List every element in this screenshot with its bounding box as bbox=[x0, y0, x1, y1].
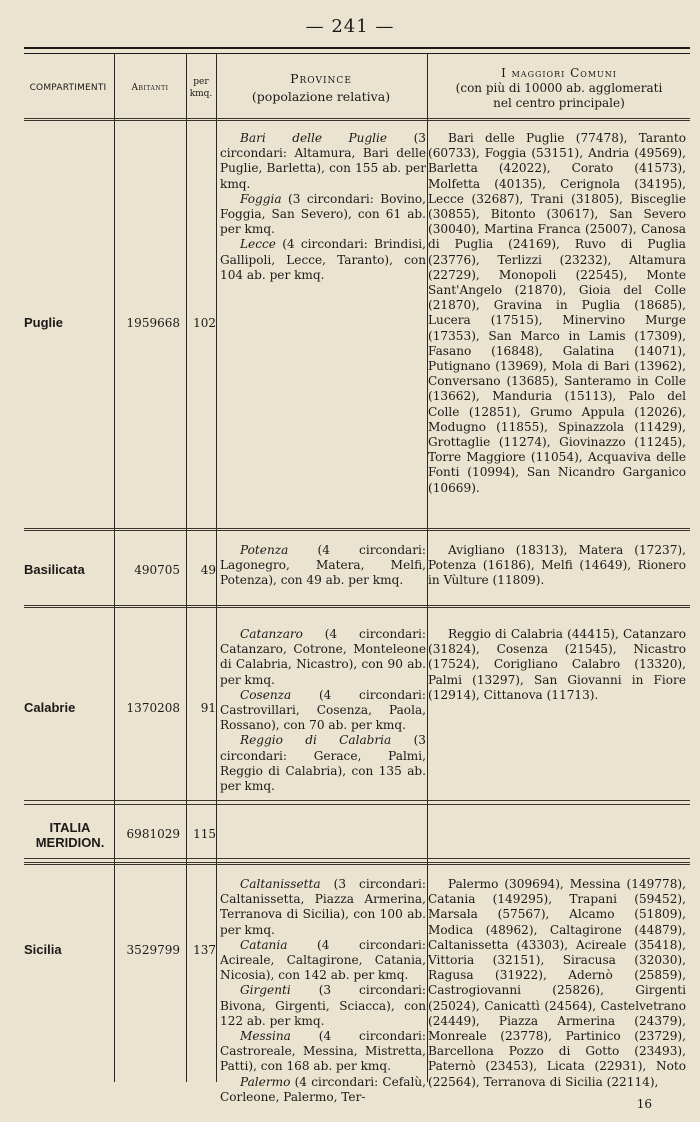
province-name: Reggio di Calabria bbox=[240, 733, 392, 748]
province-text bbox=[220, 877, 426, 1105]
signature-mark: 16 bbox=[636, 1097, 652, 1111]
province-entry bbox=[220, 688, 426, 734]
comuni-list: Avigliano (18313), Matera (17237), Potenza (16186), Melfi (14649), Rionero in Vùlture (11809). bbox=[428, 543, 686, 588]
province-text bbox=[220, 627, 426, 794]
header-comuni bbox=[428, 58, 690, 118]
section-separator bbox=[24, 800, 690, 801]
header-compartimenti: COMPARTIMENTI bbox=[29, 83, 107, 93]
province-name: Catanzaro bbox=[240, 627, 303, 641]
province-entry bbox=[220, 131, 426, 192]
column-divider bbox=[216, 54, 217, 1082]
province-detail: (4 circondari: Acireale, Caltagirone, Catania, Nicosia), con 142 ab. per kmq. bbox=[220, 937, 426, 983]
province-entry bbox=[220, 1075, 426, 1105]
comuni-list: Palermo (309694), Messina (149778), Catania (149295), Trapani (59452), Marsala (57567), Alcamo (51809), Modica (48962), Caltagirone (44879), Caltanissetta (43303), Acireale (35418), Vittoria (32151), Siracusa (32030), Ragusa (31922), Adernò (25859), Castrogiovanni (25826), Girgenti (25024), Canicattì (24564), Castelvetrano (24449), Piazza Armerina (24379), Monreale (23778), Partinico (23729), Barcellona Pozzo di Gotto (23493), Paternò (23453), Licata (22931), Noto (22564), Terranova di Sicilia (22114), bbox=[428, 877, 686, 1089]
section-separator bbox=[24, 858, 690, 859]
province-name: Girgenti bbox=[240, 983, 291, 998]
province-entry bbox=[220, 627, 426, 688]
province-text bbox=[220, 543, 426, 589]
comuni-text bbox=[428, 543, 686, 589]
abitanti-total: 6981029 bbox=[126, 827, 180, 841]
province-name: Potenza bbox=[240, 543, 289, 557]
per-kmq-value: 49 bbox=[200, 563, 216, 577]
per-kmq-value: 91 bbox=[200, 701, 216, 715]
header-comuni-sub1: (con più di 10000 ab. agglomerati bbox=[455, 80, 663, 95]
province-entry bbox=[220, 237, 426, 283]
abitanti-value: 490705 bbox=[134, 563, 180, 577]
header-comuni-sub2: nel centro principale) bbox=[493, 95, 625, 110]
per-kmq-total: 115 bbox=[193, 827, 216, 841]
abitanti-value: 3529799 bbox=[126, 943, 180, 957]
abitanti-value: 1959668 bbox=[126, 316, 180, 330]
header-separator bbox=[24, 118, 690, 121]
abitanti-value: 1370208 bbox=[126, 701, 180, 715]
section-separator bbox=[24, 605, 690, 608]
compartimento-name: Basilicata bbox=[24, 562, 85, 577]
province-detail: (4 circondari: Cefalù, Corleone, Palermo, Ter- bbox=[220, 1074, 426, 1104]
header-province bbox=[216, 58, 426, 118]
comuni-text bbox=[428, 627, 686, 703]
header-per-kmq: per kmq. bbox=[189, 77, 213, 99]
province-name: Catania bbox=[240, 937, 288, 952]
total-name-line1: ITALIA bbox=[49, 820, 91, 835]
province-entry bbox=[220, 983, 426, 1029]
page-number: — 241 — bbox=[305, 16, 395, 37]
header-comuni-title: I maggiori Comuni bbox=[501, 65, 617, 80]
comuni-list: Bari delle Puglie (77478), Taranto (60733), Foggia (53151), Andria (49569), Barletta (42022), Corato (41573), Molfetta (40135), Cerignola (34195), Lecce (32687), Trani (31805), Bisceglie (30855), Bitonto (30617), San Severo (30040), Martina Franca (25007), Canosa di Puglia (24169), Ruvo di Puglia (23776), Terlizzi (23232), Altamura (22729), Monopoli (22545), Monte Sant'Angelo (21870), Gioia del Colle (21870), Gravina in Puglia (18685), Lucera (17515), Minervino Murge (17353), San Marco in Lamis (17309), Fasano (16848), Galatina (14071), Putignano (13969), Mola di Bari (13962), Conversano (13685), Santeramo in Colle (13662), Manduria (15113), Palo del Colle (12851), Grumo Appula (12026), Modugno (11855), Spinazzola (11429), Grottaglie (11274), Giovinazzo (11245), Torre Maggiore (11054), Acquaviva delle Fonti (10994), San Nicandro Garganico (10669). bbox=[428, 131, 686, 495]
section-separator bbox=[24, 862, 690, 865]
compartimento-name: Puglie bbox=[24, 315, 64, 330]
comuni-text bbox=[428, 131, 686, 496]
province-entry bbox=[220, 877, 426, 938]
header-province-title: Province bbox=[290, 71, 352, 86]
compartimento-name: Calabrie bbox=[24, 700, 76, 715]
province-entry bbox=[220, 192, 426, 238]
province-name: Lecce bbox=[240, 237, 276, 252]
section-separator bbox=[24, 528, 690, 531]
province-entry bbox=[220, 733, 426, 794]
province-text bbox=[220, 131, 426, 283]
province-detail: (4 circondari: Castroreale, Messina, Mistretta, Patti), con 168 ab. per kmq. bbox=[220, 1029, 426, 1074]
province-detail: (4 circondari: Lagonegro, Matera, Melfi, Potenza), con 49 ab. per kmq. bbox=[220, 543, 426, 588]
province-detail: (3 circondari: Altamura, Bari delle Puglie, Barletta), con 155 ab. per kmq. bbox=[220, 131, 426, 191]
province-detail: (3 circondari: Bivona, Girgenti, Sciacca), con 122 ab. per kmq. bbox=[220, 983, 426, 1028]
province-name: Foggia bbox=[240, 191, 282, 206]
per-kmq-value: 102 bbox=[193, 316, 216, 330]
province-detail: (4 circondari: Castrovillari, Cosenza, Paola, Rossano), con 70 ab. per kmq. bbox=[220, 687, 426, 733]
province-detail: (4 circondari: Brindisi, Gallipoli, Lecce, Taranto), con 104 ab. per kmq. bbox=[220, 237, 426, 282]
province-name: Palermo bbox=[240, 1074, 291, 1089]
province-entry bbox=[220, 938, 426, 984]
header-abitanti: Abitanti bbox=[131, 83, 169, 93]
province-detail: (3 circondari: Gerace, Palmi, Reggio di Calabria), con 135 ab. per kmq. bbox=[220, 733, 426, 794]
per-kmq-value: 137 bbox=[193, 943, 216, 957]
comuni-text bbox=[428, 877, 686, 1090]
province-name: Bari delle Puglie bbox=[240, 131, 388, 145]
compartimento-name: Sicilia bbox=[24, 942, 62, 957]
province-detail: (4 circondari: Catanzaro, Cotrone, Monteleone di Calabria, Nicastro), con 90 ab. per kmq. bbox=[220, 627, 426, 687]
province-name: Caltanissetta bbox=[240, 877, 321, 891]
total-name-line2: MERIDION. bbox=[35, 835, 105, 850]
province-entry bbox=[220, 543, 426, 589]
compartimento-total-name bbox=[24, 820, 116, 850]
top-rule-thin bbox=[24, 53, 690, 54]
top-rule bbox=[24, 47, 690, 49]
comuni-list: Reggio di Calabria (44415), Catanzaro (31824), Cosenza (21545), Nicastro (17524), Corigliano Calabro (13320), Palmi (13297), San Giovanni in Fiore (12914), Cittanova (11713). bbox=[428, 627, 686, 702]
province-entry bbox=[220, 1029, 426, 1075]
province-name: Messina bbox=[240, 1029, 291, 1044]
section-separator bbox=[24, 804, 690, 805]
province-name: Cosenza bbox=[240, 687, 292, 702]
header-province-subtitle: (popolazione relativa) bbox=[251, 89, 391, 104]
province-detail: (3 circondari: Caltanissetta, Piazza Armerina, Terranova di Sicilia), con 100 ab. per kmq. bbox=[220, 877, 426, 937]
province-detail: (3 circondari: Bovino, Foggia, San Severo), con 61 ab. per kmq. bbox=[220, 191, 426, 237]
